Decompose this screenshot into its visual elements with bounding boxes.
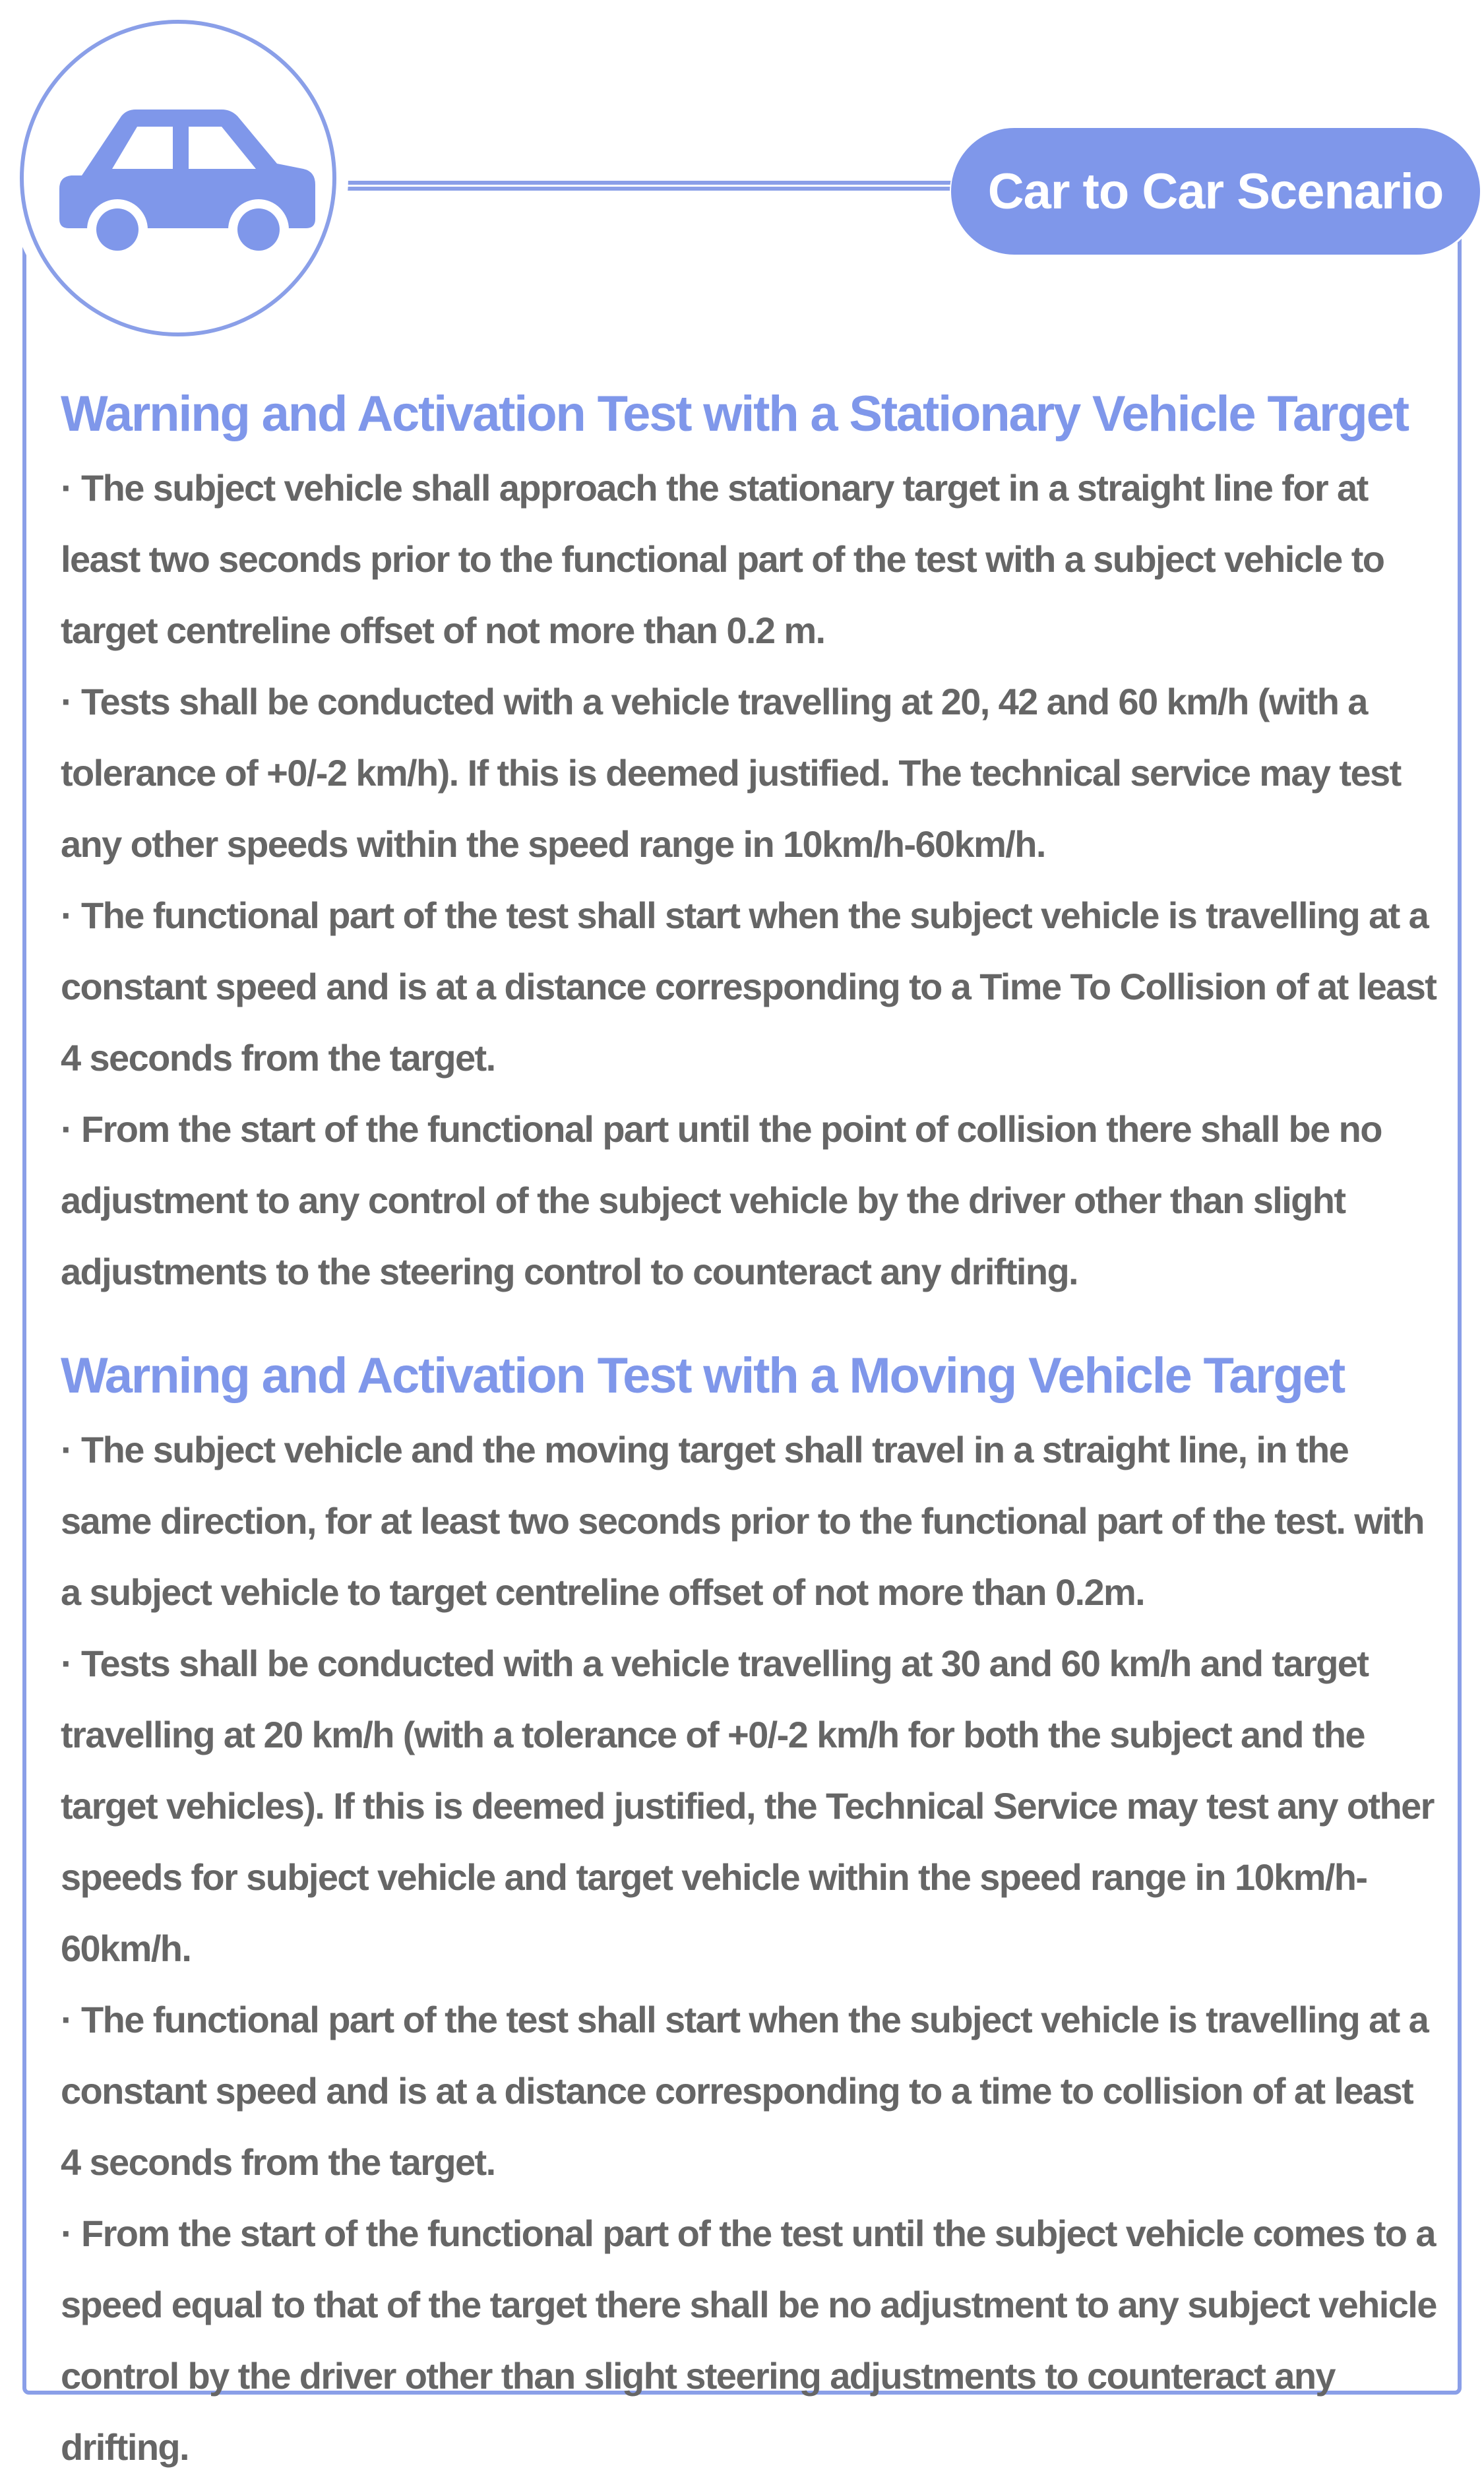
scenario-badge: Car to Car Scenario bbox=[951, 128, 1480, 255]
section-title: Warning and Activation Test with a Moving Vehicle Target bbox=[61, 1348, 1344, 1404]
bullet-text: · Tests shall be conducted with a vehicle travelling at 20, 42 and 60 km/h (with a tolerance of +0/-2 km/h). If this is deemed justified. The technical service may test any other speeds within the speed range in 10km/h-60km/h. bbox=[61, 681, 1401, 865]
car-icon-badge bbox=[20, 20, 336, 336]
section-title: Warning and Activation Test with a Stationary Vehicle Target bbox=[61, 386, 1408, 442]
bullet-text: · From the start of the functional part until the point of collision there shall be no adjustment to any control of the subject vehicle by the driver other than slight adjustments to the steering control to counteract any drifting. bbox=[61, 1108, 1382, 1292]
bullet-text: · The functional part of the test shall start when the subject vehicle is travelling at a constant speed and is at a distance corresponding to a Time To Collision of at least 4 seconds from the target. bbox=[61, 895, 1437, 1079]
header-connector-line bbox=[330, 187, 963, 191]
bullet-text: · The subject vehicle shall approach the stationary target in a straight line for at least two seconds prior to the functional part of the test with a subject vehicle to target centreline offset of not more than 0.2 m. bbox=[61, 467, 1384, 651]
section-moving-target bbox=[61, 1344, 1439, 2483]
bullet-text: · From the start of the functional part of the test until the subject vehicle comes to a speed equal to that of the target there shall be no adjustment to any subject vehicle control by the driver other than slight steering adjustments to counteract any drifting. bbox=[61, 2213, 1437, 2468]
bullet-text: · Tests shall be conducted with a vehicle travelling at 30 and 60 km/h and target travelling at 20 km/h (with a tolerance of +0/-2 km/h for both the subject and the target vehicles). If this is deemed justified, the Technical Service may test any other speeds for subject vehicle and target vehicle within the speed range in 10km/h-60km/h. bbox=[61, 1643, 1434, 1969]
bullet-text: · The functional part of the test shall start when the subject vehicle is travelling at a constant speed and is at a distance corresponding to a time to collision of at least 4 seconds from the target. bbox=[61, 1999, 1429, 2183]
content-area bbox=[61, 383, 1439, 2483]
car-icon bbox=[49, 103, 326, 261]
section-stationary-target bbox=[61, 383, 1439, 1307]
bullet-text: · The subject vehicle and the moving target shall travel in a straight line, in the same direction, for at least two seconds prior to the functional part of the test. with a subject vehicle to target centreline offset of not more than 0.2m. bbox=[61, 1429, 1424, 1613]
